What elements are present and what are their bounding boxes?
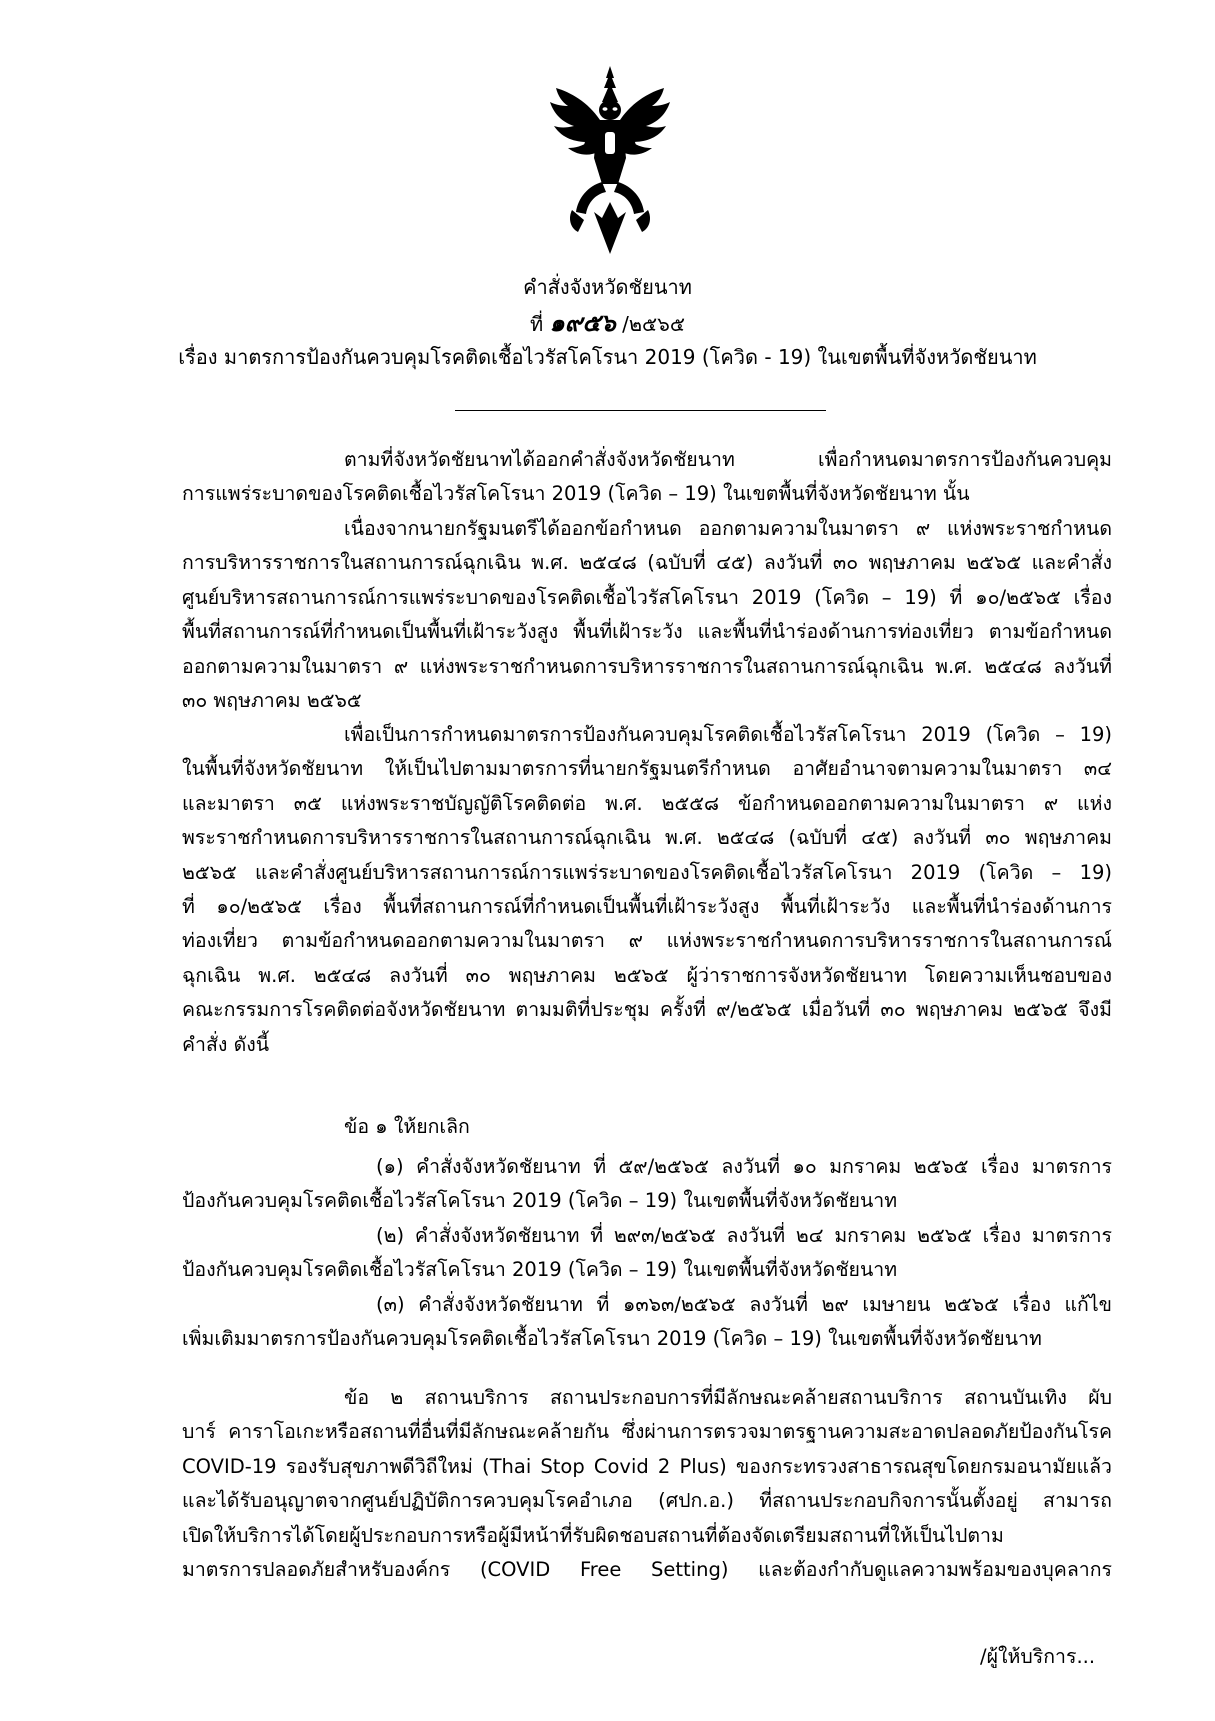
text-line: การบริหารราชการในสถานการณ์ฉุกเฉิน พ.ศ. ๒๕๔๘ (ฉบับที่ ๔๕) ลงวันที่ ๓๐ พฤษภาคม ๒๕๖๕ และคำสั่ง [182, 551, 1112, 575]
text-line: ตามที่จังหวัดชัยนาทได้ออกคำสั่งจังหวัดชัยนาท เพื่อกำหนดมาตรการป้องกันควบคุม [344, 448, 1112, 471]
text-line: คณะกรรมการโรคติดต่อจังหวัดชัยนาท ตามมติที่ประชุม ครั้งที่ ๙/๒๕๖๕ เมื่อวันที่ ๓๐ พฤษภาคม ๒๕๖๕ จึงมี [182, 998, 1112, 1022]
text-line: (๑) คำสั่งจังหวัดชัยนาท ที่ ๕๙/๒๕๖๕ ลงวันที่ ๑๐ มกราคม ๒๕๖๕ เรื่อง มาตรการ [376, 1155, 1112, 1178]
text-line: ฉุกเฉิน พ.ศ. ๒๕๔๘ ลงวันที่ ๓๐ พฤษภาคม ๒๕๖๕ ผู้ว่าราชการจังหวัดชัยนาท โดยความเห็นชอบของ [182, 963, 1112, 987]
order-number-year: /๒๕๖๕ [622, 312, 685, 336]
clause-1-heading [182, 1110, 1112, 1144]
text-line: ออกตามความในมาตรา ๙ แห่งพระราชกำหนดการบริหารราชการในสถานการณ์ฉุกเฉิน พ.ศ. ๒๕๔๘ ลงวันที่ [182, 654, 1112, 678]
text-line: ๓๐ พฤษภาคม ๒๕๖๕ [182, 689, 362, 713]
text-line: ๒๕๖๕ และคำสั่งศูนย์บริหารสถานการณ์การแพร่ระบาดของโรคติดเชื้อไวรัสโคโรนา 2019 (โควิด – 19) [182, 860, 1112, 884]
text-line: การแพร่ระบาดของโรคติดเชื้อไวรัสโคโรนา 2019 (โควิด – 19) ในเขตพื้นที่จังหวัดชัยนาท นั้น [182, 482, 970, 506]
paragraph-authority [182, 718, 1112, 1062]
text-line: COVID-19 รองรับสุขภาพดีวิถีใหม่ (Thai Stop Covid 2 Plus) ของกระทรวงสาธารณสุขโดยกรมอนามัยแล้ว [182, 1454, 1112, 1478]
text-line: (๓) คำสั่งจังหวัดชัยนาท ที่ ๑๓๖๓/๒๕๖๕ ลงวันที่ ๒๙ เมษายน ๒๕๖๕ เรื่อง แก้ไข [376, 1293, 1112, 1316]
text-line: มาตรการปลอดภัยสำหรับองค์กร (COVID Free Setting) และต้องกำกับดูแลความพร้อมของบุคลากร [182, 1558, 1112, 1582]
text-line: ในพื้นที่จังหวัดชัยนาท ให้เป็นไปตามมาตรการที่นายกรัฐมนตรีกำหนด อาศัยอำนาจตามความในมาตรา ๓๔ [182, 757, 1112, 781]
order-title: คำสั่งจังหวัดชัยนาท [523, 275, 692, 299]
garuda-emblem [548, 62, 672, 254]
text-line: เปิดให้บริการได้โดยผู้ประกอบการหรือผู้มีหน้าที่รับผิดชอบสถานที่ต้องจัดเตรียมสถานที่ให้เป็นไปตาม [182, 1523, 1004, 1547]
order-number-line [0, 310, 1215, 337]
text-line: ศูนย์บริหารสถานการณ์การแพร่ระบาดของโรคติดเชื้อไวรัสโคโรนา 2019 (โควิด – 19) ที่ ๑๐/๒๕๖๕ เรื่อง [182, 585, 1112, 609]
order-subject: เรื่อง มาตรการป้องกันควบคุมโรคติดเชื้อไวรัสโคโรนา 2019 (โควิด - 19) ในเขตพื้นที่จังหวัดชัยนาท [178, 345, 1037, 369]
text-line: ท่องเที่ยว ตามข้อกำหนดออกตามความในมาตรา ๙ แห่งพระราชกำหนดการบริหารราชการในสถานการณ์ [182, 929, 1112, 953]
header-divider [455, 410, 826, 411]
order-number-prefix: ที่ [529, 312, 544, 336]
paragraph-background [182, 512, 1112, 718]
text-line: พื้นที่สถานการณ์ที่กำหนดเป็นพื้นที่เฝ้าระวังสูง พื้นที่เฝ้าระวัง และพื้นที่นำร่องด้านการท่องเที่ยว ตามข้อกำหนด [182, 620, 1112, 644]
text-line: และได้รับอนุญาตจากศูนย์ปฏิบัติการควบคุมโรคอำเภอ (ศปก.อ.) ที่สถานประกอบกิจการนั้นตั้งอยู่ สามารถ [182, 1489, 1112, 1513]
text-line: ข้อ ๑ ให้ยกเลิก [344, 1115, 470, 1138]
order-number-handwritten: ๑๙๕๖ [549, 308, 616, 337]
paragraph-preamble [182, 443, 1112, 512]
text-line: เพิ่มเติมมาตรการป้องกันควบคุมโรคติดเชื้อไวรัสโคโรนา 2019 (โควิด – 19) ในเขตพื้นที่จังหวัดชัยนาท [182, 1327, 1042, 1351]
text-line: (๒) คำสั่งจังหวัดชัยนาท ที่ ๒๙๓/๒๕๖๕ ลงวันที่ ๒๔ มกราคม ๒๕๖๕ เรื่อง มาตรการ [376, 1224, 1112, 1247]
text-line: คำสั่ง ดังนี้ [182, 1032, 270, 1056]
text-line: บาร์ คาราโอเกะหรือสถานที่อื่นที่มีลักษณะคล้ายกัน ซึ่งผ่านการตรวจมาตรฐานความสะอาดปลอดภัยป้องกันโรค [182, 1420, 1112, 1444]
text-line: ป้องกันควบคุมโรคติดเชื้อไวรัสโคโรนา 2019 (โควิด – 19) ในเขตพื้นที่จังหวัดชัยนาท [182, 1189, 898, 1213]
text-line: พระราชกำหนดการบริหารราชการในสถานการณ์ฉุกเฉิน พ.ศ. ๒๕๔๘ (ฉบับที่ ๔๕) ลงวันที่ ๓๐ พฤษภาคม [182, 826, 1112, 850]
text-line: และมาตรา ๓๕ แห่งพระราชบัญญัติโรคติดต่อ พ.ศ. ๒๕๕๘ ข้อกำหนดออกตามความในมาตรา ๙ แห่ง [182, 791, 1112, 815]
clause-1-item-1 [182, 1150, 1112, 1219]
clause-2 [182, 1381, 1112, 1587]
clause-1-item-3 [182, 1288, 1112, 1357]
text-line: เนื่องจากนายกรัฐมนตรีได้ออกข้อกำหนด ออกตามความในมาตรา ๙ แห่งพระราชกำหนด [344, 517, 1112, 540]
clause-1-item-2 [182, 1219, 1112, 1288]
text-line: เพื่อเป็นการกำหนดมาตรการป้องกันควบคุมโรคติดเชื้อไวรัสโคโรนา 2019 (โควิด – 19) [344, 723, 1112, 746]
text-line: ข้อ ๒ สถานบริการ สถานประกอบการที่มีลักษณะคล้ายสถานบริการ สถานบันเทิง ผับ [344, 1386, 1112, 1409]
text-line: ป้องกันควบคุมโรคติดเชื้อไวรัสโคโรนา 2019 (โควิด – 19) ในเขตพื้นที่จังหวัดชัยนาท [182, 1258, 898, 1282]
next-page-marker: /ผู้ให้บริการ... [980, 1645, 1096, 1668]
text-line: ที่ ๑๐/๒๕๖๕ เรื่อง พื้นที่สถานการณ์ที่กำหนดเป็นพื้นที่เฝ้าระวังสูง พื้นที่เฝ้าระวัง และพื้นที่นำร่องด้านการ [182, 895, 1112, 919]
